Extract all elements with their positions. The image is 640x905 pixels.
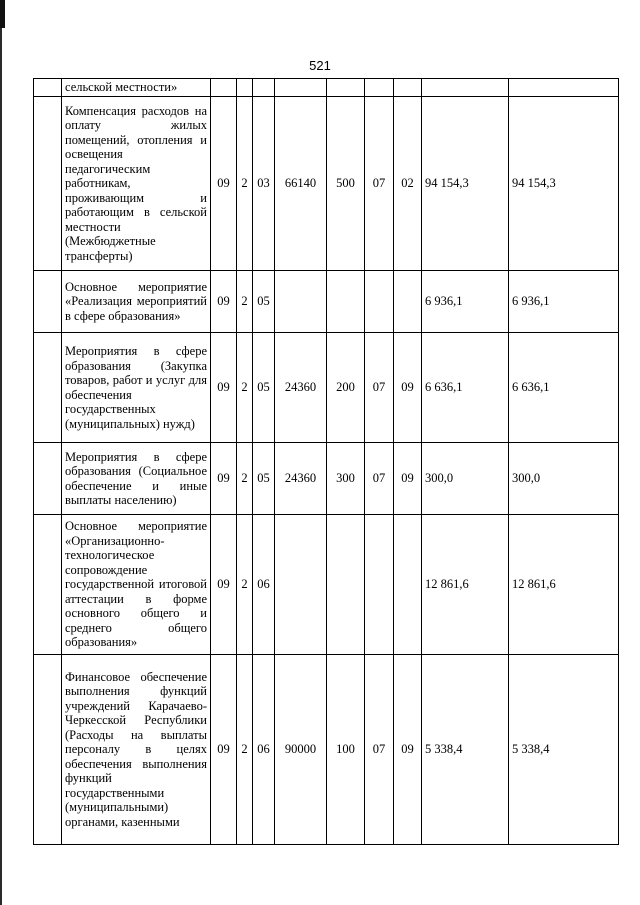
budget-table <box>33 78 619 845</box>
direction-code-cell <box>275 515 327 655</box>
subsection-cell: 02 <box>394 97 422 271</box>
amount-cell: 5 338,4 <box>422 655 509 845</box>
measure-code-cell: 06 <box>253 515 275 655</box>
table-row <box>34 271 619 333</box>
subsection-cell: 09 <box>394 655 422 845</box>
row-number-cell <box>34 333 62 443</box>
subsection-cell <box>394 515 422 655</box>
subprogram-code-cell: 2 <box>237 271 253 333</box>
description-cell <box>62 79 211 97</box>
measure-code-cell: 03 <box>253 97 275 271</box>
amount-cell: 94 154,3 <box>422 97 509 271</box>
amount-cell <box>509 79 619 97</box>
program-code-cell: 09 <box>211 333 237 443</box>
expense-type-cell <box>327 271 365 333</box>
program-code-cell <box>211 79 237 97</box>
subsection-cell: 09 <box>394 333 422 443</box>
table-row <box>34 97 619 271</box>
section-cell <box>365 515 394 655</box>
subprogram-code-cell: 2 <box>237 515 253 655</box>
measure-code-cell <box>253 79 275 97</box>
description-cell <box>62 333 211 443</box>
program-code-cell: 09 <box>211 515 237 655</box>
row-number-cell <box>34 271 62 333</box>
subprogram-code-cell: 2 <box>237 97 253 271</box>
measure-code-cell: 06 <box>253 655 275 845</box>
amount-cell: 300,0 <box>422 443 509 515</box>
subprogram-code-cell: 2 <box>237 655 253 845</box>
description-text: Мероприятия в сфере образования (Социальное обеспечение и иные выплаты населению) <box>65 449 207 507</box>
row-number-cell <box>34 655 62 845</box>
subprogram-code-cell <box>237 79 253 97</box>
section-cell <box>365 79 394 97</box>
subsection-cell <box>394 271 422 333</box>
direction-code-cell <box>275 79 327 97</box>
description-cell <box>62 443 211 515</box>
amount-cell: 94 154,3 <box>509 97 619 271</box>
table-row <box>34 79 619 97</box>
direction-code-cell: 90000 <box>275 655 327 845</box>
direction-code-cell: 66140 <box>275 97 327 271</box>
direction-code-cell: 24360 <box>275 333 327 443</box>
measure-code-cell: 05 <box>253 333 275 443</box>
subprogram-code-cell: 2 <box>237 333 253 443</box>
row-number-cell <box>34 97 62 271</box>
description-text: Основное мероприятие «Реализация мероприятий в сфере образования» <box>65 279 207 323</box>
table-row <box>34 515 619 655</box>
direction-code-cell <box>275 271 327 333</box>
expense-type-cell <box>327 515 365 655</box>
expense-type-cell: 500 <box>327 97 365 271</box>
row-number-cell <box>34 515 62 655</box>
amount-cell: 6 636,1 <box>422 333 509 443</box>
section-cell: 07 <box>365 443 394 515</box>
description-text: сельской местности» <box>65 80 178 95</box>
expense-type-cell: 300 <box>327 443 365 515</box>
program-code-cell: 09 <box>211 271 237 333</box>
direction-code-cell: 24360 <box>275 443 327 515</box>
section-cell: 07 <box>365 97 394 271</box>
description-cell <box>62 97 211 271</box>
description-cell <box>62 515 211 655</box>
expense-type-cell <box>327 79 365 97</box>
table-row <box>34 443 619 515</box>
amount-cell: 6 636,1 <box>509 333 619 443</box>
measure-code-cell: 05 <box>253 443 275 515</box>
description-text: Основное мероприятие «Организационно-технологическое сопровождение государственной итоговой аттестации в форме основного общего и среднего общего образования» <box>65 519 207 650</box>
page-number: 521 <box>309 58 331 73</box>
amount-cell: 300,0 <box>509 443 619 515</box>
amount-cell: 5 338,4 <box>509 655 619 845</box>
subprogram-code-cell: 2 <box>237 443 253 515</box>
amount-cell <box>422 79 509 97</box>
description-text: Компенсация расходов на оплату жилых помещений, отопления и освещения педагогическим работникам, проживающим и работающим в сельской местности (Межбюджетные трансферты) <box>65 103 207 263</box>
expense-type-cell: 100 <box>327 655 365 845</box>
row-number-cell <box>34 79 62 97</box>
table-row <box>34 655 619 845</box>
subsection-cell <box>394 79 422 97</box>
amount-cell: 12 861,6 <box>422 515 509 655</box>
description-cell <box>62 271 211 333</box>
expense-type-cell: 200 <box>327 333 365 443</box>
program-code-cell: 09 <box>211 97 237 271</box>
subsection-cell: 09 <box>394 443 422 515</box>
row-number-cell <box>34 443 62 515</box>
program-code-cell: 09 <box>211 443 237 515</box>
section-cell <box>365 271 394 333</box>
amount-cell: 12 861,6 <box>509 515 619 655</box>
amount-cell: 6 936,1 <box>422 271 509 333</box>
program-code-cell: 09 <box>211 655 237 845</box>
scan-edge <box>0 0 2 905</box>
measure-code-cell: 05 <box>253 271 275 333</box>
table-row <box>34 333 619 443</box>
amount-cell: 6 936,1 <box>509 271 619 333</box>
description-text: Финансовое обеспечение выполнения функций учреждений Карачаево-Черкесской Республики (Расходы на выплаты персоналу в целях обеспечения выполнения функций государственными (муниципальными) органами, казенными <box>65 669 207 829</box>
scan-edge-mark <box>0 0 5 28</box>
section-cell: 07 <box>365 655 394 845</box>
description-text: Мероприятия в сфере образования (Закупка товаров, работ и услуг для обеспечения государственных (муниципальных) нужд) <box>65 344 207 431</box>
section-cell: 07 <box>365 333 394 443</box>
description-cell <box>62 655 211 845</box>
